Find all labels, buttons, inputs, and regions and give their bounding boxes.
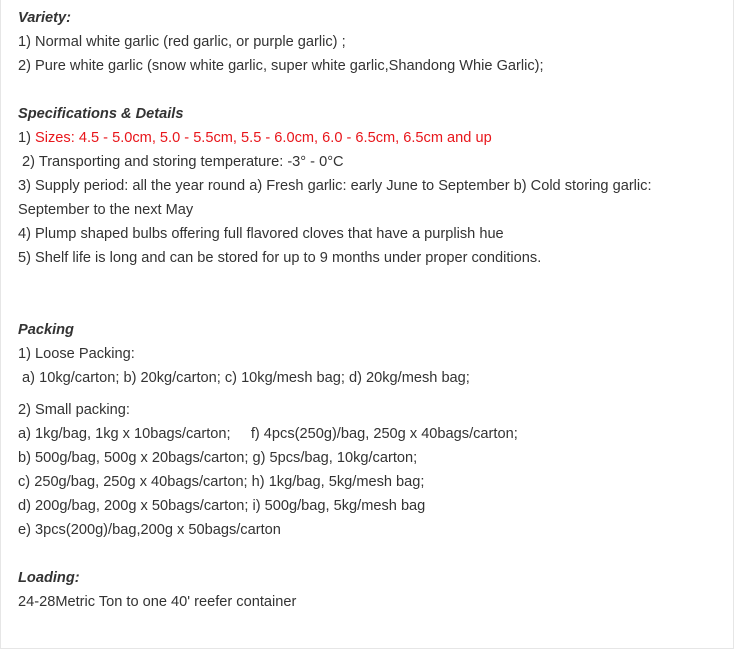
loading-heading: Loading: <box>18 570 80 586</box>
product-description <box>18 6 718 614</box>
variety-heading: Variety: <box>18 10 71 26</box>
spec-item-2: 2) Transporting and storing temperature: -3° - 0°C <box>18 154 344 170</box>
spacer <box>18 390 718 398</box>
spec-item-3: 3) Supply period: all the year round a) Fresh garlic: early June to September b) Cold storing garlic: September to the next May <box>18 178 652 218</box>
spec-sizes-line <box>18 126 718 150</box>
specifications-heading: Specifications & Details <box>18 106 184 122</box>
small-packing-item-e: e) 3pcs(200g)/bag,200g x 50bags/carton <box>18 522 281 538</box>
spacer <box>18 78 718 102</box>
variety-item-2: 2) Pure white garlic (snow white garlic, super white garlic,Shandong Whie Garlic); <box>18 58 544 74</box>
small-packing-item-a: a) 1kg/bag, 1kg x 10bags/carton; f) 4pcs(250g)/bag, 250g x 40bags/carton; <box>18 426 518 442</box>
spec-item-4: 4) Plump shaped bulbs offering full flavored cloves that have a purplish hue <box>18 226 504 242</box>
spec-sizes-prefix: 1) <box>18 130 36 146</box>
spacer <box>18 542 718 566</box>
loose-packing-items: a) 10kg/carton; b) 20kg/carton; c) 10kg/mesh bag; d) 20kg/mesh bag; <box>18 370 470 386</box>
packing-heading: Packing <box>18 322 74 338</box>
spec-item-5: 5) Shelf life is long and can be stored for up to 9 months under proper conditions. <box>18 250 542 266</box>
spacer <box>18 270 718 318</box>
small-packing-item-d: d) 200g/bag, 200g x 50bags/carton; i) 500g/bag, 5kg/mesh bag <box>18 498 426 514</box>
small-packing-item-b: b) 500g/bag, 500g x 20bags/carton; g) 5pcs/bag, 10kg/carton; <box>18 450 418 466</box>
small-packing-title: 2) Small packing: <box>18 402 130 418</box>
small-packing-item-c: c) 250g/bag, 250g x 40bags/carton; h) 1kg/bag, 5kg/mesh bag; <box>18 474 425 490</box>
loose-packing-title: 1) Loose Packing: <box>18 346 135 362</box>
spec-sizes: Sizes: 4.5 - 5.0cm, 5.0 - 5.5cm, 5.5 - 6.0cm, 6.0 - 6.5cm, 6.5cm and up <box>35 130 492 146</box>
variety-item-1: 1) Normal white garlic (red garlic, or purple garlic) ; <box>18 34 346 50</box>
loading-text: 24-28Metric Ton to one 40' reefer container <box>18 594 297 610</box>
